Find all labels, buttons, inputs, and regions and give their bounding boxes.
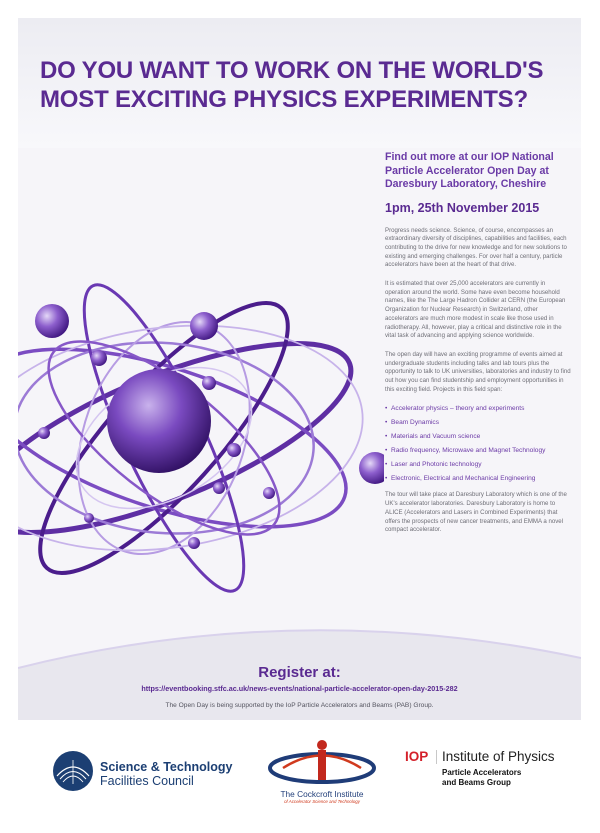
projects-list [385,404,571,483]
find-out-more: Find out more at our IOP National Particle Accelerator Open Day at Daresbury Laboratory, Cheshire [385,151,554,190]
event-details [385,151,571,545]
list-item: • Electronic, Electrical and Mechanical Engineering [385,474,571,483]
poster [18,18,581,720]
logo-footer [0,733,600,833]
cockcroft-logo-icon [263,738,381,786]
stfc-logo-icon [52,750,94,792]
intro-paragraph: Progress needs science. Science, of course, encompasses an extraordinary diversity of disciplines, capabilities and facilities, each contributing to the drive for new knowledge and for new solutions to existing and emerging challenges. For over half a century, particle accelerators have been at the heart of that drive. [385,226,567,269]
stfc-line-1: Science & Technology [100,760,233,774]
iop-name: Institute of Physics [442,749,555,764]
headline: DO YOU WANT TO WORK ON THE WORLD'S MOST EXCITING PHYSICS EXPERIMENTS? [40,57,544,113]
register-title: Register at: [258,664,341,681]
event-date: 1pm, 25th November 2015 [385,200,540,215]
list-item: • Beam Dynamics [385,418,571,427]
cockcroft-name: The Cockcroft Institute [280,789,364,799]
iop-group-line-2: and Beams Group [442,778,511,787]
support-note: The Open Day is being supported by the IoP Particle Accelerators and Beams (PAB) Group. [165,702,434,709]
list-item: • Materials and Vacuum science [385,432,571,441]
iop-group-line-1: Particle Accelerators [442,768,522,777]
open-day-paragraph: The open day will have an exciting programme of events aimed at undergraduate students including talks and lab tours plus the opportunity to talk to UK universities, laboratories and industry to find out how you can find studentship and employment opportunities in this exciting field. Projects in this field span: [385,350,571,393]
iop-mark: IOP [405,749,429,764]
closing-paragraph: The tour will take place at Daresbury Laboratory which is one of the UK's accelerator laboratories. Daresbury Laboratory is home to ALICE (Accelerators and Lasers in Combined Experiments) that offers the prospects of new cancer treatments, and EMMA a novel compact accelerator. [385,491,567,534]
stfc-line-2: Facilities Council [100,774,194,788]
list-item: • Accelerator physics – theory and experiments [385,404,571,413]
stfc-wordmark [100,760,232,788]
register-section [18,664,581,710]
atom-illustration [18,188,384,618]
iop-group [442,768,521,788]
list-item: • Laser and Photonic technology [385,460,571,469]
register-link[interactable]: https://eventbooking.stfc.ac.uk/news-events/national-particle-accelerator-open-day-2015-282 [141,684,458,693]
divider [436,750,437,764]
accelerators-paragraph: It is estimated that over 25,000 accelerators are currently in operation around the world. Some have even become household names, like the The Large Hadron Collider at CERN (the European Organization for Nuclear Research) in Switzerland, other accelerators are much more modest in scale like those used in radiotherapy. All, however, play a critical and distinctive role in the vital task of advancing and applying science worldwide. [385,280,566,340]
list-item: • Radio frequency, Microwave and Magnet Technology [385,446,571,455]
cockcroft-subtitle: of Accelerator Science and Technology [284,799,360,804]
cockcroft-logo [263,738,381,805]
